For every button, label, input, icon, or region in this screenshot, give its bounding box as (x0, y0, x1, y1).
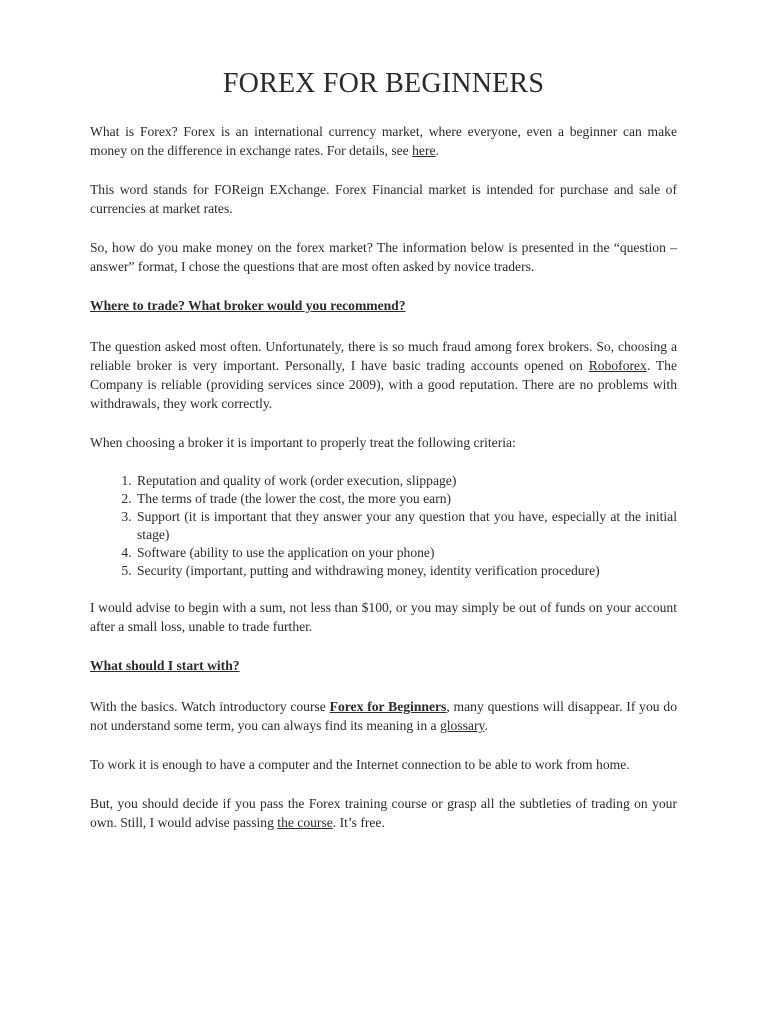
list-item: 5. Security (important, putting and withdrawing money, identity verification procedure) (135, 562, 677, 580)
deposit-advice-paragraph: I would advise to begin with a sum, not less than $100, or you may simply be out of funds on your account after a small loss, unable to trade further. (90, 600, 677, 634)
intro-text: What is Forex? Forex is an international currency market, where everyone, even a beginner can make money on the difference in exchange rates. For details, see (90, 124, 677, 158)
glossary-link[interactable]: glossary (439, 718, 485, 733)
broker-text-after: . The Company is reliable (providing services since 2009), with a good reputation. There are no problems with withdrawals, they work correctly. (90, 358, 677, 411)
list-item: 3. Support (it is important that they answer your any question that you have, especially at the initial stage) (135, 508, 677, 544)
document-page (90, 68, 677, 852)
basics-text-middle: , many questions will disappear. If you do not understand some term, you can always find its meaning in a (90, 699, 677, 733)
how-to-paragraph: So, how do you make money on the forex market? The information below is presented in the “question – answer” format, I chose the questions that are most often asked by novice traders. (90, 240, 677, 274)
broker-text-before: The question asked most often. Unfortunately, there is so much fraud among forex brokers. So, choosing a reliable broker is very important. Personally, I have basic trading accounts opened on (90, 339, 677, 373)
criteria-list (90, 472, 677, 580)
broker-paragraph (90, 337, 677, 413)
here-link[interactable]: here (412, 143, 436, 158)
basics-text-before: With the basics. Watch introductory course (90, 699, 330, 714)
requirements-paragraph: To work it is enough to have a computer and the Internet connection to be able to work from home. (90, 757, 630, 772)
roboforex-link[interactable]: Roboforex (588, 358, 647, 373)
course-text-before: But, you should decide if you pass the Forex training course or grasp all the subtleties of trading on your own. Still, I would advise passing (90, 796, 677, 830)
list-item: 4. Software (ability to use the application on your phone) (135, 544, 677, 562)
intro-end: . (435, 143, 439, 158)
basics-paragraph (90, 697, 677, 735)
basics-text-end: . (484, 718, 488, 733)
list-item: 2. The terms of trade (the lower the cost, the more you earn) (135, 490, 677, 508)
criteria-intro-paragraph: When choosing a broker it is important to properly treat the following criteria: (90, 435, 516, 450)
question-heading-broker: Where to trade? What broker would you recommend? (90, 298, 406, 313)
page-title: FOREX FOR BEGINNERS (222, 68, 545, 99)
definition-paragraph: This word stands for FOReign EXchange. Forex Financial market is intended for purchase and sale of currencies at market rates. (90, 182, 677, 216)
the-course-link[interactable]: the course (277, 815, 333, 830)
forex-for-beginners-link[interactable]: Forex for Beginners (329, 699, 447, 714)
question-heading-start: What should I start with? (90, 658, 240, 673)
course-advice-paragraph (90, 794, 677, 832)
list-item: 1. Reputation and quality of work (order execution, slippage) (135, 472, 677, 490)
course-text-after: . It’s free. (332, 815, 385, 830)
intro-paragraph (90, 122, 677, 160)
